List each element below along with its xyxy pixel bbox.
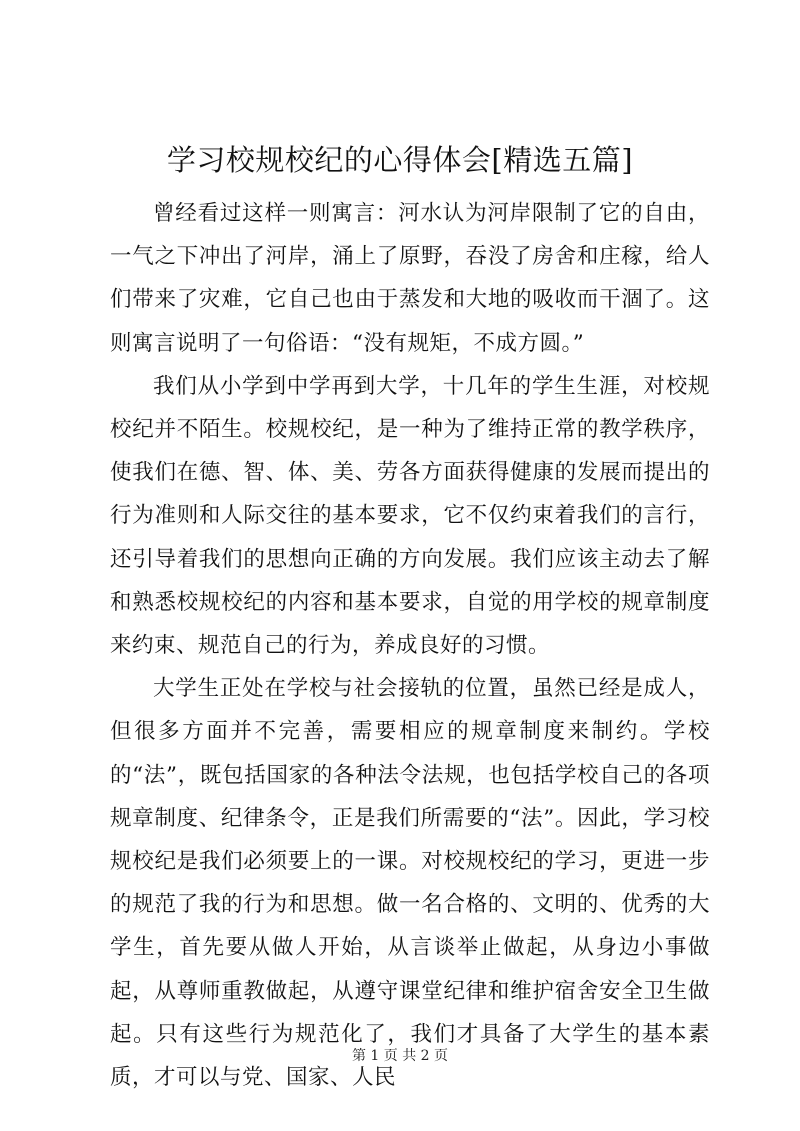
paragraph-1: 曾经看过这样一则寓言：河水认为河岸限制了它的自由，一气之下冲出了河岸，涌上了原野，吞没了房舍和庄稼，给人们带来了灾难，它自己也由于蒸发和大地的吸收而干涸了。这则寓言说明了一句俗语：“没有规矩，不成方圆。” — [110, 201, 710, 356]
paragraph-2: 我们从小学到中学再到大学，十几年的学生生涯，对校规校纪并不陌生。校规校纪，是一种为了维持正常的教学秩序，使我们在德、智、体、美、劳各方面获得健康的发展而提出的行为准则和人际交往的基本要求，它不仅约束着我们的言行，还引导着我们的思想向正确的方向发展。我们应该主动去了解和熟悉校规校纪的内容和基本要求，自觉的用学校的规章制度来约束、规范自己的行为，养成良好的习惯。 — [110, 373, 710, 659]
page-number-label: 第 1 页 共 2 页 — [351, 1048, 449, 1064]
document-title: 学习校规校纪的心得体会[精选五篇] — [166, 143, 634, 177]
paragraph-3: 大学生正处在学校与社会接轨的位置，虽然已经是成人，但很多方面并不完善，需要相应的规章制度来制约。学校的“法”，既包括国家的各种法令法规，也包括学校自己的各项规章制度、纪律条令，正是我们所需要的“法”。因此，学习校规校纪是我们必须要上的一课。对校规校纪的学习，更进一步的规范了我的行为和思想。做一名合格的、文明的、优秀的大学生，首先要从做人开始，从言谈举止做起，从身边小事做起，从尊师重教做起，从遵守课堂纪律和维护宿舍安全卫生做起。只有这些行为规范化了，我们才具备了大学生的基本素质，才可以与党、国家、人民 — [110, 676, 710, 1091]
page-footer — [0, 1046, 800, 1066]
document-body — [110, 192, 710, 1099]
